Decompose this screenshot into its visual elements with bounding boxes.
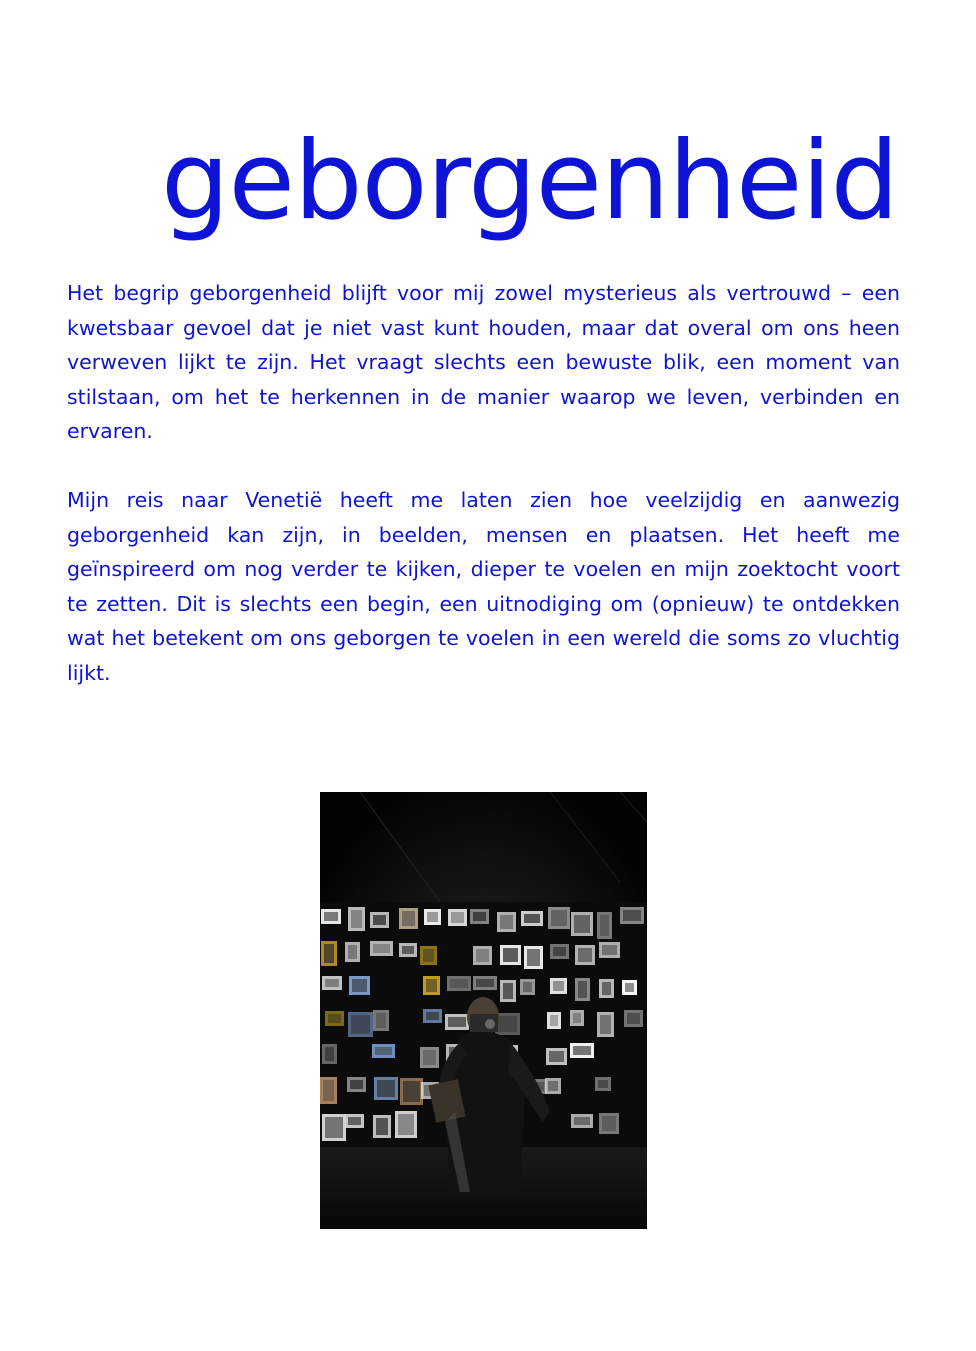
wall-photo-image <box>548 1081 558 1091</box>
wall-photo-image <box>503 948 518 962</box>
wall-photo-image <box>627 1013 640 1024</box>
intro-paragraph: Het begrip geborgenheid blijft voor mij zowel mysterieus als vertrouwd – een kwetsbaar gevoel dat je niet vast kunt houden, maar dat overal om ons heen verweven lijkt te zijn. Het vraagt slechts een bewuste blik, een moment van stilstaan, om het te herkennen in de manier waarop we leven, verbinden en ervaren. <box>67 281 900 443</box>
wall-photo-image <box>602 945 617 955</box>
wall-photo-image <box>500 915 513 929</box>
wall-photo-image <box>352 979 367 992</box>
wall-photo-image <box>351 910 362 928</box>
wall-photo-image <box>553 947 566 956</box>
wall-photo-image <box>348 945 357 959</box>
wall-photo-image <box>402 911 415 926</box>
wall-photo-image <box>549 1051 564 1062</box>
wall-photo-image <box>376 1118 388 1135</box>
exhibition-photo <box>320 792 647 1229</box>
wall-photo-image <box>450 979 468 988</box>
wall-photo-image <box>602 1116 616 1131</box>
wall-photo-image <box>376 1013 386 1028</box>
wall-photo-image <box>328 1014 341 1023</box>
wall-photo-image <box>325 1117 343 1138</box>
wall-photo-image <box>324 912 338 921</box>
wall-photo-image <box>600 1015 611 1034</box>
wall-photo-image <box>448 1017 466 1027</box>
page-title: geborgenheid <box>160 119 898 244</box>
wall-photo-image <box>350 1080 363 1089</box>
wall-photo-image <box>476 949 489 962</box>
wall-photo-image <box>324 944 334 963</box>
wall-photo-image <box>574 915 590 933</box>
wall-photo-image <box>623 910 641 921</box>
wall-photo-image <box>473 912 486 921</box>
wall-photo-image <box>375 1047 392 1055</box>
wall-photo-image <box>423 949 434 962</box>
wall-photo-image <box>551 910 567 926</box>
wall-photo-image <box>523 982 532 992</box>
wall-photo-image <box>573 1013 581 1023</box>
wall-photo-image <box>323 1080 334 1101</box>
wall-photo-image <box>325 1047 334 1061</box>
wall-photo-image <box>427 912 438 922</box>
wall-photo-image <box>600 915 609 936</box>
wall-photo-image <box>398 1114 414 1135</box>
wall-photo-image <box>573 1046 591 1055</box>
wall-photo-image <box>325 979 339 987</box>
wall-photo-image <box>476 979 494 987</box>
wall-photo-image <box>373 915 386 925</box>
wall-photo-image <box>402 946 414 954</box>
wall-photo-image <box>578 948 592 962</box>
wall-photo-image <box>578 981 587 998</box>
wall-photo-image <box>348 1117 361 1125</box>
wall-photo-image <box>423 1050 436 1065</box>
wall-photo-image <box>524 914 540 923</box>
exhibition-photo-illustration <box>320 792 647 1229</box>
wall-photo-image <box>451 912 464 923</box>
wall-photo-image <box>527 949 540 966</box>
wall-photo-image <box>426 979 437 992</box>
wall-photo-image <box>377 1080 395 1097</box>
venice-paragraph: Mijn reis naar Venetië heeft me laten zien hoe veelzijdig en aanwezig geborgenheid kan zijn, in beelden, mensen en plaatsen. Het heeft me geïnspireerd om nog verder te kijken, dieper te voelen en mijn zoektocht voort te zetten. Dit is slechts een begin, een uitnodiging om (opnieuw) te ontdekken wat het betekent om ons geborgen te voelen in een wereld die soms zo vluchtig lijkt. <box>67 488 900 685</box>
wall-photo-image <box>373 944 390 953</box>
wall-photo-image <box>574 1117 590 1125</box>
wall-photo-image <box>403 1081 420 1102</box>
wall-photo-image <box>351 1015 370 1034</box>
wall-photo-image <box>503 983 513 999</box>
wall-photo-image <box>625 983 634 992</box>
wall-photo-image <box>498 1016 517 1032</box>
wall-photo-image <box>553 981 564 991</box>
wall-photo-image <box>426 1012 439 1020</box>
wall-photo-image <box>598 1080 608 1088</box>
wall-photo-image <box>550 1015 558 1026</box>
wall-photo-image <box>602 982 611 995</box>
